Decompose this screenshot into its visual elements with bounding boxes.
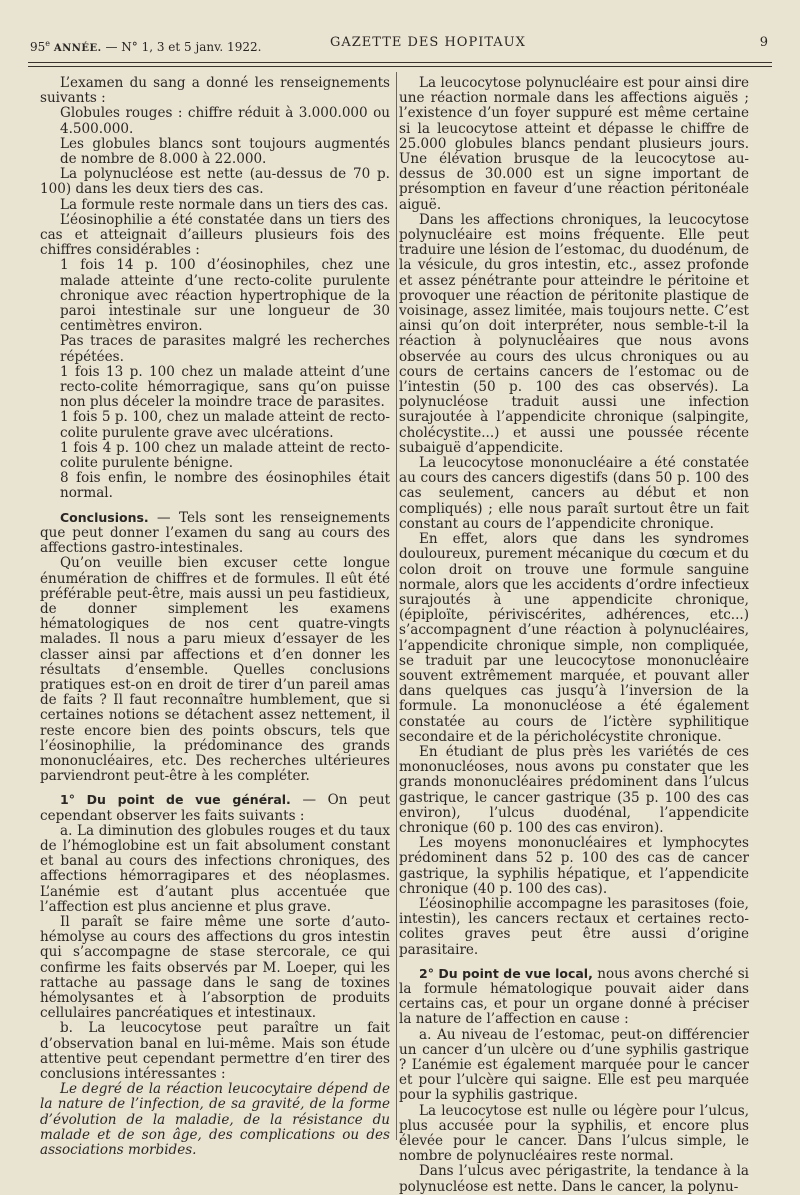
paragraph [399, 745, 749, 836]
paragraph-text: Les globules blancs sont toujours augmentés de nombre de 8.000 à 22.000. [60, 135, 390, 168]
paragraph-text: a. Au niveau de l’estomac, peut-on différencier un cancer d’un ulcère ou d’une syphilis gastrique ? L’anémie est également marquée pour le cancer et pour l’ulcère qui saigne. Elle est peu marquée pour la syphilis gastrique. [399, 1026, 749, 1104]
running-header [30, 33, 768, 59]
paragraph [40, 510, 390, 557]
paragraph-text: L’éosinophilie a été constatée dans un tiers des cas et atteignait d’ailleurs plusieurs fois des chiffres considérables : [40, 211, 390, 259]
paragraph-text: Le degré de la réaction leucocytaire dépend de la nature de l’infection, de sa gravité, de la forme d’évolution de la maladie, de la résistance du malade et de son âge, des complications ou des associations morbides. [40, 1081, 390, 1159]
paragraph-text: En effet, alors que dans les syndromes douloureux, purement mécanique du cœcum et du colon droit on trouve une formule sanguine normale, alors que les accidents d’ordre infectieux surajoutés à une appendicite chronique, (épiploïte, périviscérites, adhérences, etc...) s’accompagnent d’une réaction à polynucléaires, l’appendicite chronique simple, non compliquée, se traduit par une leucocytose mononucléaire souvent extrêmement marquée, et pouvant aller dans quelques cas jusqu’à l’inversion de la formule. La mononucléose a été également constatée au cours de l’ictère syphilitique secondaire et de la péricholécystite chronique. [399, 531, 749, 745]
paragraph [399, 1028, 749, 1104]
paragraph-text: La leucocytose mononucléaire a été constatée au cours des cancers digestifs (dans 50 p. 100 des cas seulement, cancers au début et non compliqués) ; elle nous paraît surtout être un fait constant au cours de l’appendicite chronique. [399, 455, 749, 532]
paragraph [40, 167, 390, 197]
paragraph [399, 836, 749, 897]
paragraph [40, 1021, 390, 1082]
paragraph [399, 213, 749, 456]
paragraph-text: — Tels sont les renseignements que peut donner l’examen du sang au cours des affections gastro-intestinales. [40, 509, 390, 557]
paragraph [40, 915, 390, 1021]
paragraph [40, 334, 390, 364]
paragraph [40, 824, 390, 915]
paragraph [399, 1164, 749, 1194]
paragraph-text: 8 fois enfin, le nombre des éosinophiles était normal. [60, 470, 390, 502]
paragraph-text: Globules rouges : chiffre réduit à 3.000.000 ou 4.500.000. [60, 105, 390, 137]
paragraph-text: La polynucléose est nette (au-dessus de 70 p. 100) dans les deux tiers des cas. [40, 166, 390, 198]
paragraph-text: Dans les affections chroniques, la leucocytose polynucléaire est moins fréquente. Elle peut traduire une lésion de l’estomac, du duodénum, de la vésicule, du gros intestin, etc., assez profonde et assez pénétrante pour atteindre le péritoine et provoquer une réaction de péritonite plastique de voisinage, assez limitée, mais toujours nette. C’est ainsi qu’on doit interpréter, nous semble-t-il la réaction à polynucléaires que nous avons observée au cours des ulcus chroniques ou au cours de certains cancers de l’estomac ou de l’intestin (50 p. 100 des cas observés). La polynucléose traduit aussi une infection surajoutée à l’appendicite chronique (salpingite, cholécystite...) et aussi une poussée récente subaiguë d’appendicite. [399, 211, 749, 456]
paragraph-text: Pas traces de parasites malgré les recherches répétées. [60, 333, 390, 365]
paragraph-text: 1 fois 13 p. 100 chez un malade atteint d’une recto-colite hémorragique, sans qu’on puisse non plus déceler la moindre trace de parasites. [60, 363, 390, 411]
paragraph-text: La leucocytose polynucléaire est pour ainsi dire une réaction normale dans les affections aiguës ; l’existence d’un foyer suppuré est même certaine si la leucocytose atteint et dépasse le chiffre de 25.000 globules blancs pendant plusieurs jours. Une élévation brusque de la leucocytose au-dessus de 30.000 est un signe important de présomption en faveur d’une réaction péritonéale aiguë. [399, 75, 749, 213]
paragraph-text: Dans l’ulcus avec périgastrite, la tendance à la polynucléose est nette. Dans le cancer, la polynu- [399, 1163, 749, 1195]
paragraph [399, 897, 749, 958]
paragraph [40, 106, 390, 136]
paragraph [40, 213, 390, 259]
paragraph-text: En étudiant de plus près les variétés de ces mononucléoses, nous avons pu constater que les grands mononucléaires prédominent dans l’ulcus gastrique, le cancer gastrique (35 p. 100 des cas environ), l’ulcus duodénal, l’appendicite chronique (60 p. 100 des cas environ). [399, 743, 749, 836]
paragraph-text: 1 fois 14 p. 100 d’éosinophiles, chez une malade atteinte d’une recto-colite purulente chronique avec réaction hypertrophique de la paroi intestinale sur une longueur de 30 centimètres environ. [60, 257, 390, 335]
paragraph [40, 441, 390, 471]
journal-title: GAZETTE DES HOPITAUX [330, 35, 526, 50]
paragraph-text: Il paraît se faire même une sorte d’auto-hémolyse au cours des affections du gros intestin qui s’accompagne de stase stercorale, ce qui confirme les faits observés par M. Loeper, qui les rattache au passage dans le sang de toxines hémolysantes et à l’absorption de produits cellulaires pancréatiques et intestinaux. [40, 913, 390, 1022]
paragraph [40, 258, 390, 334]
paragraph-text: 1 fois 4 p. 100 chez un malade atteint de recto-colite purulente bénigne. [60, 439, 390, 472]
header-rule [28, 62, 772, 63]
paragraph-text: b. La leucocytose peut paraître un fait d’observation banal en lui-même. Mais son étude attentive peut cependant permettre d’en tirer des conclusions intéressantes : [40, 1020, 390, 1082]
right-column [399, 76, 749, 1195]
paragraph-text: L’éosinophilie accompagne les parasitoses (foie, intestin), les cancers rectaux et certaines recto-colites graves peut être aussi d’origine parasitaire. [399, 895, 749, 958]
paragraph-text: La formule reste normale dans un tiers des cas. [60, 196, 389, 213]
paragraph [40, 76, 390, 106]
paragraph [399, 532, 749, 745]
issue-info: 95e ANNÉE. — N° 1, 3 et 5 janv. 1922. [30, 39, 262, 54]
paragraph [40, 556, 390, 784]
section-heading: Conclusions. [60, 509, 149, 525]
paragraph [399, 1104, 749, 1165]
paragraph [40, 365, 390, 411]
section-heading: 2° Du point de vue local, [419, 965, 593, 981]
paragraph-text: a. La diminution des globules rouges et du taux de l’hémoglobine est un fait absolument constant et banal au cours des infections chroniques, des affections hémorragipares et des néoplasmes. L’anémie est d’autant plus accentuée que l’affection est plus ancienne et plus grave. [40, 822, 390, 915]
paragraph [40, 471, 390, 501]
paragraph-text: L’examen du sang a donné les renseignements suivants : [40, 75, 390, 107]
paragraph [40, 792, 390, 823]
paragraph-text: — On peut cependant observer les faits suivants : [40, 792, 391, 824]
paragraph-text: Qu’on veuille bien excuser cette longue énumération de chiffres et de formules. Il eût été préférable peut-être, mais aussi un peu fastidieux, de donner simplement les examens hématologiques de nos cent quatre-vingts malades. Il nous a paru mieux d’essayer de les classer ainsi par affections et d’en donner les résultats d’ensemble. Quelles conclusions pratiques est-on en droit de tirer d’un pareil amas de faits ? Il faut reconnaître humblement, que si certaines notions se détachent assez nettement, il reste encore bien des points obscurs, tels que l’éosinophilie, la prédominance des grands mononucléaires, etc. Des recherches ultérieures parviendront peut-être à les compléter. [40, 555, 390, 785]
paragraph [399, 966, 749, 1028]
paragraph [40, 1082, 390, 1158]
paragraph [40, 410, 390, 440]
section-heading: 1° Du point de vue général. [60, 792, 291, 808]
paragraph [40, 198, 390, 213]
paragraph [399, 76, 749, 213]
paragraph-text: nous avons cherché si la formule hématologique pouvait aider dans certains cas, et pour un organe donné à préciser la nature de l’affection en cause : [399, 965, 749, 1028]
paragraph [40, 137, 390, 167]
paragraph-text: Les moyens mononucléaires et lymphocytes prédominent dans 52 p. 100 des cas de cancer gastrique, la syphilis hépatique, et l’appendicite chronique (40 p. 100 des cas). [399, 835, 749, 897]
header-rule-thin [28, 66, 772, 67]
paragraph-text: La leucocytose est nulle ou légère pour l’ulcus, plus accusée pour la syphilis, et encore plus élevée pour le cancer. Dans l’ulcus simple, le nombre de polynucléaires reste normal. [399, 1102, 749, 1165]
paragraph [399, 456, 749, 532]
paragraph-text: 1 fois 5 p. 100, chez un malade atteint de recto-colite purulente grave avec ulcérations. [60, 409, 390, 441]
left-column [40, 76, 390, 1158]
column-divider [396, 72, 397, 1140]
page-number: 9 [759, 35, 768, 50]
